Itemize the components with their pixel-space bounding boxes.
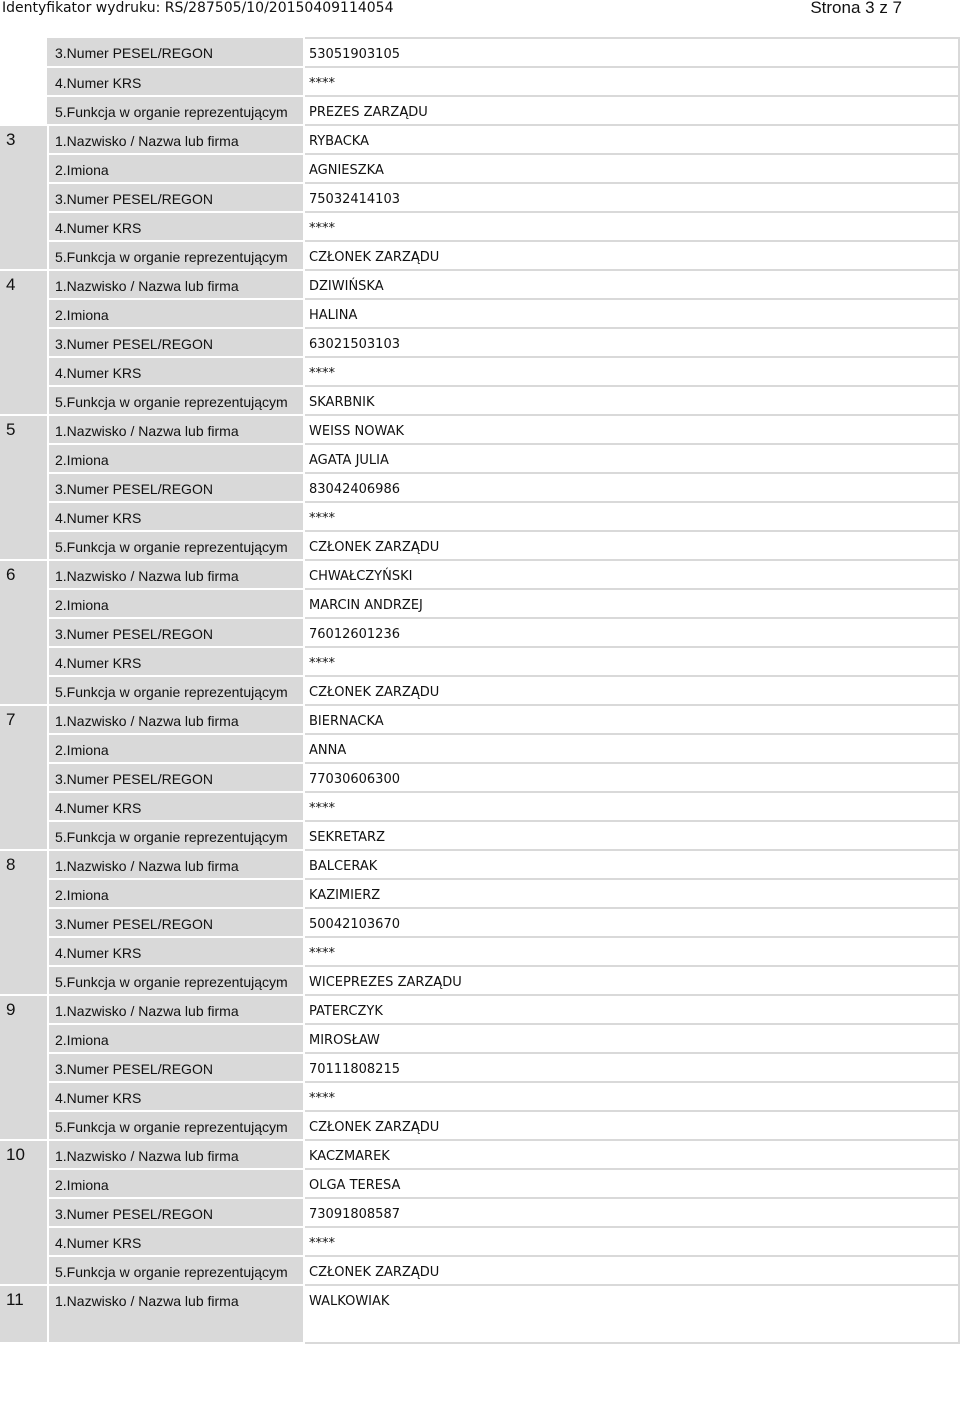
table-row [0, 415, 959, 444]
field-label: 3.Numer PESEL/REGON [48, 1198, 304, 1227]
table-row [0, 560, 959, 589]
field-value: **** [304, 357, 959, 386]
field-label: 4.Numer KRS [48, 1082, 304, 1111]
table-row [0, 734, 959, 763]
field-value: WEISS NOWAK [304, 415, 959, 444]
table-row [0, 676, 959, 705]
field-label: 5.Funkcja w organie reprezentującym [48, 386, 304, 415]
field-value: MIROSŁAW [304, 1024, 959, 1053]
field-value: WICEPREZES ZARZĄDU [304, 966, 959, 995]
field-label: 2.Imiona [48, 734, 304, 763]
table-row [0, 38, 959, 67]
entry-number: 7 [0, 705, 48, 850]
table-row [0, 96, 959, 125]
field-value: 70111808215 [304, 1053, 959, 1082]
page-number: Strona 3 z 7 [810, 0, 902, 17]
table-row [0, 1169, 959, 1198]
field-value: CHWAŁCZYŃSKI [304, 560, 959, 589]
field-label: 1.Nazwisko / Nazwa lub firma [48, 705, 304, 734]
field-label: 2.Imiona [48, 589, 304, 618]
field-label: 2.Imiona [48, 444, 304, 473]
table-row [0, 995, 959, 1024]
table-row [0, 183, 959, 212]
table-row [0, 618, 959, 647]
field-value: **** [304, 212, 959, 241]
field-value: 75032414103 [304, 183, 959, 212]
field-label: 5.Funkcja w organie reprezentującym [48, 241, 304, 270]
field-value: KAZIMIERZ [304, 879, 959, 908]
entry-number-cell [0, 67, 48, 96]
entry-number: 6 [0, 560, 48, 705]
field-label: 3.Numer PESEL/REGON [48, 1053, 304, 1082]
field-value: 83042406986 [304, 473, 959, 502]
table-row [0, 821, 959, 850]
field-value: 63021503103 [304, 328, 959, 357]
field-value: SEKRETARZ [304, 821, 959, 850]
table-row [0, 154, 959, 183]
table-row [0, 444, 959, 473]
entry-number: 11 [0, 1285, 48, 1343]
field-label: 1.Nazwisko / Nazwa lub firma [48, 1285, 304, 1343]
table-row [0, 67, 959, 96]
table-row [0, 966, 959, 995]
field-label: 5.Funkcja w organie reprezentującym [48, 1111, 304, 1140]
table-row [0, 386, 959, 415]
entry-number: 9 [0, 995, 48, 1140]
field-value: 50042103670 [304, 908, 959, 937]
field-label: 3.Numer PESEL/REGON [48, 763, 304, 792]
field-value: AGNIESZKA [304, 154, 959, 183]
table-row [0, 1227, 959, 1256]
field-label: 5.Funkcja w organie reprezentującym [48, 821, 304, 850]
field-label: 4.Numer KRS [48, 792, 304, 821]
field-label: 4.Numer KRS [48, 67, 304, 96]
field-label: 5.Funkcja w organie reprezentującym [48, 676, 304, 705]
field-label: 2.Imiona [48, 299, 304, 328]
table-row [0, 1285, 959, 1343]
table-row [0, 1256, 959, 1285]
field-value: **** [304, 1227, 959, 1256]
entry-number-cell [0, 96, 48, 125]
field-label: 1.Nazwisko / Nazwa lub firma [48, 850, 304, 879]
field-value: 73091808587 [304, 1198, 959, 1227]
table-row [0, 270, 959, 299]
table-row [0, 792, 959, 821]
field-value: **** [304, 67, 959, 96]
table-row [0, 705, 959, 734]
field-value: PATERCZYK [304, 995, 959, 1024]
entry-number: 5 [0, 415, 48, 560]
table-row [0, 531, 959, 560]
table-row [0, 937, 959, 966]
field-label: 3.Numer PESEL/REGON [48, 328, 304, 357]
field-value: BALCERAK [304, 850, 959, 879]
representatives-table [0, 37, 960, 1344]
field-label: 4.Numer KRS [48, 647, 304, 676]
field-value: **** [304, 647, 959, 676]
field-value: KACZMAREK [304, 1140, 959, 1169]
entry-number: 4 [0, 270, 48, 415]
field-label: 1.Nazwisko / Nazwa lub firma [48, 560, 304, 589]
print-identifier: Identyfikator wydruku: RS/287505/10/20150409114054 [2, 0, 394, 16]
field-label: 1.Nazwisko / Nazwa lub firma [48, 415, 304, 444]
field-label: 4.Numer KRS [48, 212, 304, 241]
table-row [0, 1053, 959, 1082]
field-value: HALINA [304, 299, 959, 328]
field-value: CZŁONEK ZARZĄDU [304, 241, 959, 270]
field-label: 2.Imiona [48, 1169, 304, 1198]
entry-number: 10 [0, 1140, 48, 1285]
table-row [0, 473, 959, 502]
field-value: DZIWIŃSKA [304, 270, 959, 299]
field-value: PREZES ZARZĄDU [304, 96, 959, 125]
field-value: OLGA TERESA [304, 1169, 959, 1198]
field-label: 1.Nazwisko / Nazwa lub firma [48, 270, 304, 299]
field-value: 76012601236 [304, 618, 959, 647]
field-value: 77030606300 [304, 763, 959, 792]
table-row [0, 357, 959, 386]
entry-number: 8 [0, 850, 48, 995]
field-label: 3.Numer PESEL/REGON [48, 908, 304, 937]
field-label: 5.Funkcja w organie reprezentującym [48, 531, 304, 560]
field-value: **** [304, 792, 959, 821]
field-value: RYBACKA [304, 125, 959, 154]
field-value: **** [304, 1082, 959, 1111]
field-label: 1.Nazwisko / Nazwa lub firma [48, 1140, 304, 1169]
page-header [0, 0, 960, 22]
field-label: 5.Funkcja w organie reprezentującym [48, 96, 304, 125]
field-label: 4.Numer KRS [48, 1227, 304, 1256]
table-row [0, 879, 959, 908]
table-row [0, 647, 959, 676]
field-label: 4.Numer KRS [48, 502, 304, 531]
table-row [0, 1082, 959, 1111]
field-label: 3.Numer PESEL/REGON [48, 38, 304, 67]
field-label: 2.Imiona [48, 1024, 304, 1053]
field-label: 3.Numer PESEL/REGON [48, 183, 304, 212]
field-value: BIERNACKA [304, 705, 959, 734]
field-value: CZŁONEK ZARZĄDU [304, 1256, 959, 1285]
field-label: 4.Numer KRS [48, 357, 304, 386]
field-value: CZŁONEK ZARZĄDU [304, 531, 959, 560]
table-row [0, 1111, 959, 1140]
table-row [0, 125, 959, 154]
field-value: MARCIN ANDRZEJ [304, 589, 959, 618]
entry-number: 3 [0, 125, 48, 270]
field-label: 1.Nazwisko / Nazwa lub firma [48, 995, 304, 1024]
field-value: **** [304, 502, 959, 531]
table-row [0, 299, 959, 328]
field-label: 5.Funkcja w organie reprezentującym [48, 1256, 304, 1285]
table-row [0, 241, 959, 270]
table-row [0, 1198, 959, 1227]
table-row [0, 589, 959, 618]
field-label: 4.Numer KRS [48, 937, 304, 966]
table-row [0, 908, 959, 937]
field-value: WALKOWIAK [304, 1285, 959, 1343]
table-row [0, 212, 959, 241]
field-value: AGATA JULIA [304, 444, 959, 473]
field-label: 5.Funkcja w organie reprezentującym [48, 966, 304, 995]
table-row [0, 763, 959, 792]
field-value: SKARBNIK [304, 386, 959, 415]
table-row [0, 1140, 959, 1169]
field-value: CZŁONEK ZARZĄDU [304, 676, 959, 705]
field-label: 2.Imiona [48, 154, 304, 183]
field-label: 3.Numer PESEL/REGON [48, 473, 304, 502]
field-value: **** [304, 937, 959, 966]
table-row [0, 502, 959, 531]
field-label: 2.Imiona [48, 879, 304, 908]
table-row [0, 1024, 959, 1053]
field-value: ANNA [304, 734, 959, 763]
table-row [0, 850, 959, 879]
field-label: 1.Nazwisko / Nazwa lub firma [48, 125, 304, 154]
field-value: 53051903105 [304, 38, 959, 67]
field-value: CZŁONEK ZARZĄDU [304, 1111, 959, 1140]
field-label: 3.Numer PESEL/REGON [48, 618, 304, 647]
table-row [0, 328, 959, 357]
entry-number-cell [0, 38, 48, 67]
